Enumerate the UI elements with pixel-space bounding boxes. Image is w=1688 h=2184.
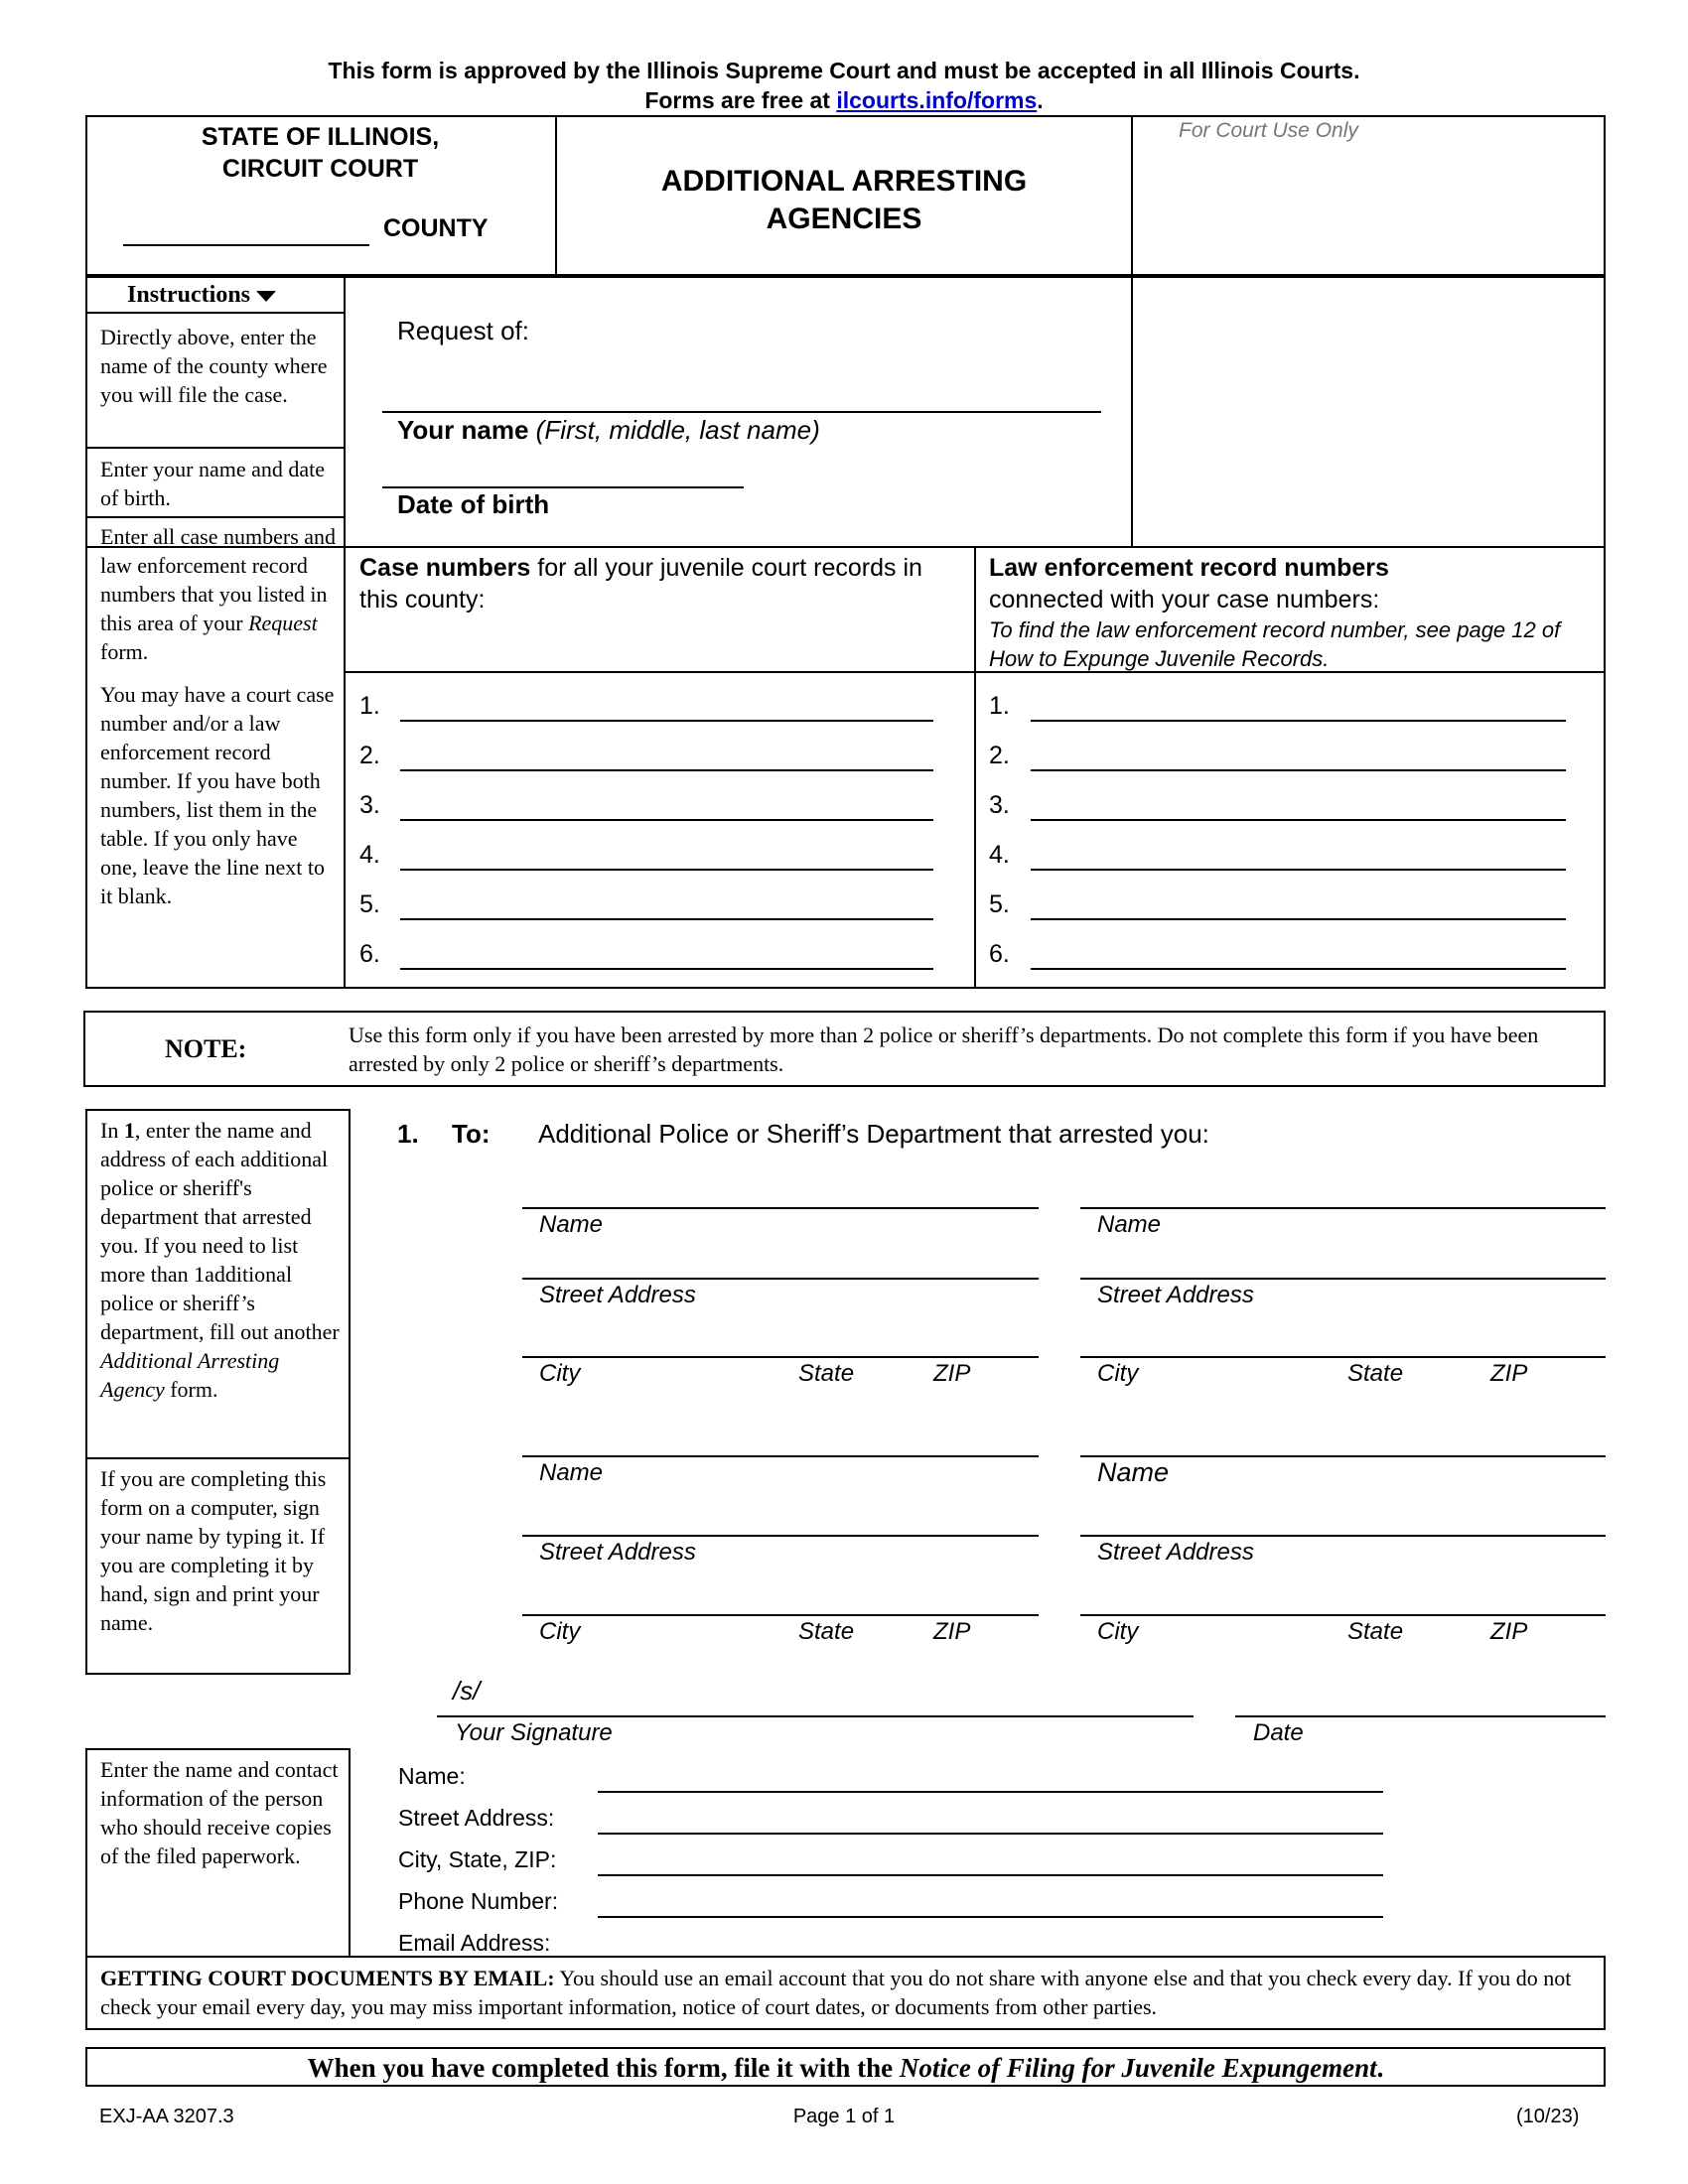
filing-instruction: When you have completed this form, file it with the Notice of Filing for Juvenile Expungement. [307,2053,1384,2083]
agency-city-line[interactable] [522,1614,1039,1616]
record-number-input[interactable] [1031,692,1566,722]
sign-instruction: If you are completing this form on a computer, sign your name by typing it. If you are completing it by hand, sign and print your name. [100,1466,327,1635]
contact-email-label: Email Address: [398,1930,551,1956]
agency-state-label: State [798,1360,855,1387]
record-number-input[interactable] [1031,742,1566,771]
agency-city-line[interactable] [1080,1356,1606,1358]
agency-state-label: State [1347,1618,1404,1645]
signature-label: Your Signature [455,1719,613,1746]
case-number-label: 2. [359,742,380,769]
to-label: To: [452,1119,491,1149]
contact-street-label: Street Address: [398,1805,555,1831]
request-of-label: Request of: [397,316,529,345]
record-number-input[interactable] [1031,791,1566,821]
record-number-label: 4. [989,841,1010,869]
case-number-input[interactable] [400,940,933,970]
agency-street-label: Street Address [539,1539,696,1566]
section-description: Additional Police or Sheriff’s Department that arrested you: [538,1119,1209,1149]
date-input[interactable] [1235,1688,1606,1717]
approval-notice: This form is approved by the Illinois Supreme Court and must be accepted in all Illinois Courts. [328,58,1360,83]
agency-city-line[interactable] [1080,1614,1606,1616]
record-number-input[interactable] [1031,890,1566,920]
agency-street-line[interactable] [1080,1535,1606,1537]
county-instruction: Directly above, enter the name of the county where you will file the case. [100,325,328,407]
agency-zip-label: ZIP [1490,1360,1528,1387]
agency-city-label: City [1097,1618,1139,1645]
agency-state-label: State [1347,1360,1404,1387]
case-number-input[interactable] [400,791,933,821]
record-number-input[interactable] [1031,841,1566,871]
agency-city-line[interactable] [522,1356,1039,1358]
case-number-label: 1. [359,692,380,720]
form-code: EXJ-AA 3207.3 [99,2106,234,2127]
record-number-label: 2. [989,742,1010,769]
contact-instruction: Enter the name and contact information of the person who should receive copies of the filed paperwork. [100,1757,339,1868]
case-number-input[interactable] [400,841,933,871]
agency-street-line[interactable] [522,1535,1039,1537]
your-name-input[interactable] [382,383,1101,413]
agency-zip-label: ZIP [933,1618,971,1645]
record-numbers-hint: To find the law enforcement record number, see page 12 of How to Expunge Juvenile Records. [989,617,1561,671]
county-input[interactable] [123,216,369,246]
date-label: Date [1253,1719,1304,1746]
agency-instruction: In 1, enter the name and address of each additional police or sheriff's department that arrested you. If you need to list more than 1additional police or sheriff’s department, fill out another Additional Arresting Agency form. [100,1118,340,1402]
record-number-label: 5. [989,890,1010,918]
your-name-label: Your name (First, middle, last name) [397,415,820,445]
case-number-input[interactable] [400,890,933,920]
agency-name-line[interactable] [522,1455,1039,1457]
case-number-label: 5. [359,890,380,918]
signature-prefix: /s/ [453,1676,481,1706]
note-label: NOTE: [165,1034,247,1063]
case-numbers-heading: Case numbers for all your juvenile court records in this county: [359,554,922,614]
agency-state-label: State [798,1618,855,1645]
agency-street-label: Street Address [539,1282,696,1308]
contact-street-input[interactable] [598,1805,1383,1835]
contact-phone-input[interactable] [598,1888,1383,1918]
page-number: Page 1 of 1 [792,2106,896,2127]
case-number-label: 3. [359,791,380,819]
case-instruction: Enter all case numbers and law enforcement record numbers that you listed in this area of your Request form. [100,524,337,664]
signature-input[interactable] [492,1688,1194,1717]
agency-name-line[interactable] [1080,1207,1606,1209]
email-notice-text: GETTING COURT DOCUMENTS BY EMAIL: You should use an email account that you do not share with anyone else and that you check every day. If you do not check your email every day, you may miss important information, notice of court dates, or documents from other parties. [100,1966,1572,2019]
case-number-label: 4. [359,841,380,869]
contact-name-input[interactable] [598,1763,1383,1793]
forms-link[interactable]: ilcourts.info/forms [836,87,1038,113]
contact-city-input[interactable] [598,1846,1383,1876]
record-number-label: 3. [989,791,1010,819]
case-number-input[interactable] [400,742,933,771]
name-instruction: Enter your name and date of birth. [100,457,326,510]
contact-city-label: City, State, ZIP: [398,1846,557,1872]
agency-street-line[interactable] [522,1278,1039,1280]
note-text: Use this form only if you have been arrested by more than 2 police or sheriff’s departments. Do not complete this form if you have been arrested by only 2 police or sheriff’s departments. [349,1023,1539,1076]
agency-city-label: City [539,1360,581,1387]
agency-name-label: Name [539,1459,604,1486]
form-title: ADDITIONAL ARRESTING AGENCIES [660,165,1028,235]
agency-zip-label: ZIP [933,1360,971,1387]
record-number-label: 1. [989,692,1010,720]
triangle-down-icon [256,291,276,302]
contact-name-label: Name: [398,1763,466,1789]
agency-name-label: Name [1097,1211,1162,1238]
state-of-illinois: STATE OF ILLINOIS, CIRCUIT COURT [201,123,440,183]
agency-street-label: Street Address [1097,1539,1254,1566]
revision-date: (10/23) [1516,2106,1580,2127]
section-number: 1. [397,1119,419,1149]
record-number-label: 6. [989,940,1010,968]
forms-free-line: Forms are free at ilcourts.info/forms. [644,87,1044,113]
date-of-birth-input[interactable] [382,459,744,488]
record-numbers-heading: Law enforcement record numbers connected with your case numbers: [989,554,1389,614]
contact-phone-label: Phone Number: [398,1888,559,1914]
agency-street-label: Street Address [1097,1282,1254,1308]
case-number-input[interactable] [400,692,933,722]
record-instruction: You may have a court case number and/or a law enforcement record number. If you have both numbers, list them in the table. If you only have one, leave the line next to it blank. [100,682,335,908]
agency-name-label: Name [539,1211,604,1238]
agency-street-line[interactable] [1080,1278,1606,1280]
record-number-input[interactable] [1031,940,1566,970]
agency-zip-label: ZIP [1490,1618,1528,1645]
agency-city-label: City [539,1618,581,1645]
agency-name-label: Name [1097,1457,1170,1487]
county-label: COUNTY [383,214,489,242]
date-of-birth-label: Date of birth [397,489,550,519]
agency-name-line[interactable] [522,1207,1039,1209]
case-number-label: 6. [359,940,380,968]
agency-city-label: City [1097,1360,1139,1387]
court-use-label: For Court Use Only [1179,119,1358,142]
instructions-heading: Instructions [127,282,276,309]
